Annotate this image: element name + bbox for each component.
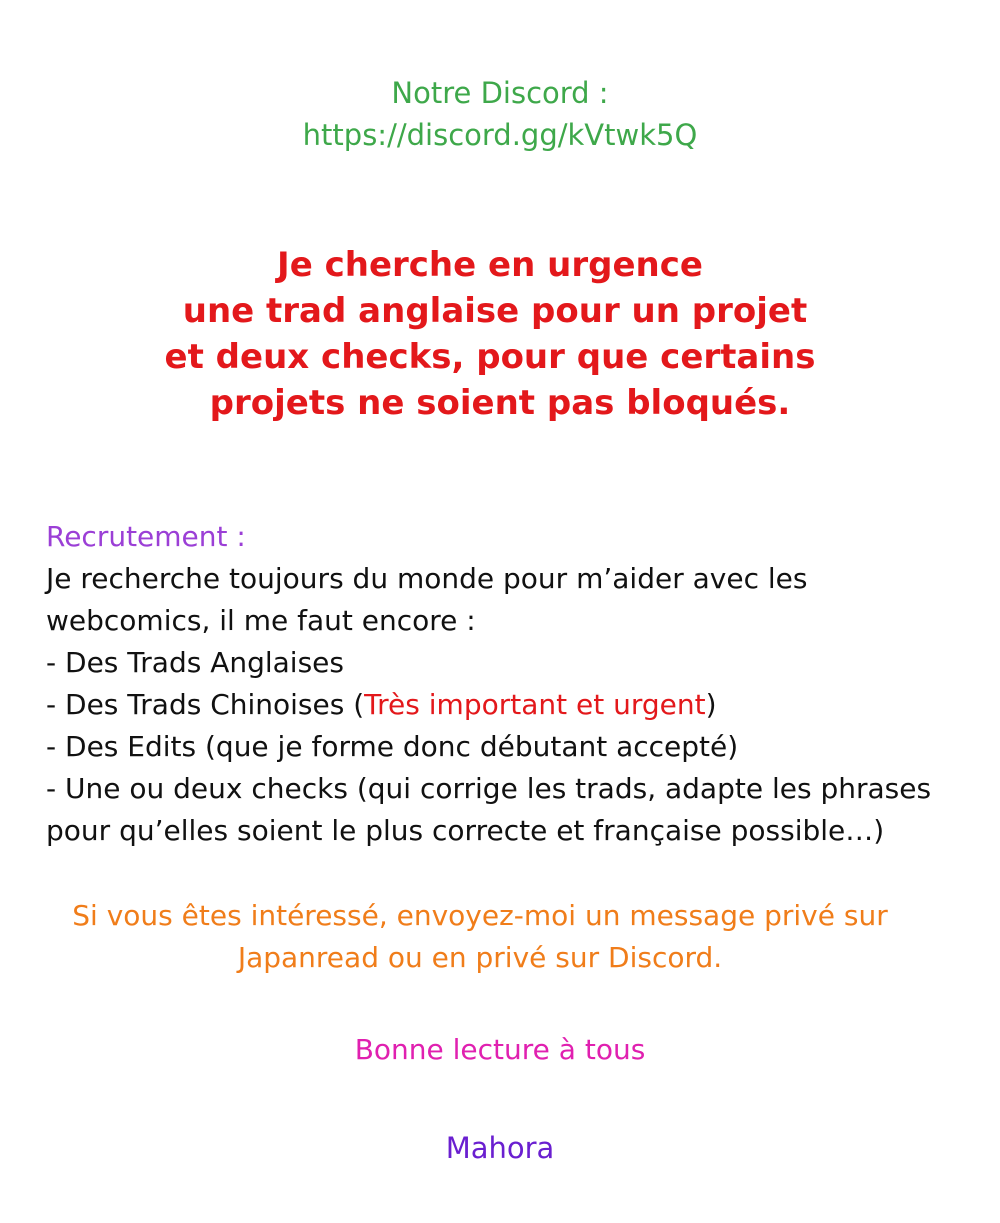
recruitment-intro: Je recherche toujours du monde pour m’aider avec les [46,562,808,595]
chinese-item-close: ) [705,688,717,721]
signature: Mahora [445,1131,555,1165]
recruitment-intro: webcomics, il me faut encore : [46,604,476,637]
chinese-item-label: - Des Trads Chinoises ( [46,688,365,721]
recruitment-item-checks: - Une ou deux checks (qui corrige les trads, adapte les phrases [46,772,932,805]
chinese-urgent-highlight: Très important et urgent [364,688,706,721]
urgent-notice [0,242,1000,426]
recruitment-item-chinese [46,684,986,726]
contact-line: Japanread ou en privé sur Discord. [237,941,723,974]
greeting-text: Bonne lecture à tous [354,1033,646,1066]
discord-link[interactable]: https://discord.gg/kVtwk5Q [302,118,698,152]
recruitment-title: Recrutement : [46,520,246,553]
urgent-line: une trad anglaise pour un projet [182,291,808,331]
urgent-line: projets ne soient pas bloqués. [209,383,791,423]
discord-section [0,72,1000,156]
urgent-line: et deux checks, pour que certains [164,337,816,377]
recruitment-item-checks-cont: pour qu’elles soient le plus correcte et française possible…) [46,814,885,847]
contact-message [0,895,960,979]
recruitment-section [46,516,986,852]
urgent-line: Je cherche en urgence [277,245,703,285]
recruitment-item-edits: - Des Edits (que je forme donc débutant accepté) [46,730,739,763]
recruitment-item-english: - Des Trads Anglaises [46,646,344,679]
contact-line: Si vous êtes intéressé, envoyez-moi un message privé sur [72,899,888,932]
discord-heading: Notre Discord : [391,76,609,110]
